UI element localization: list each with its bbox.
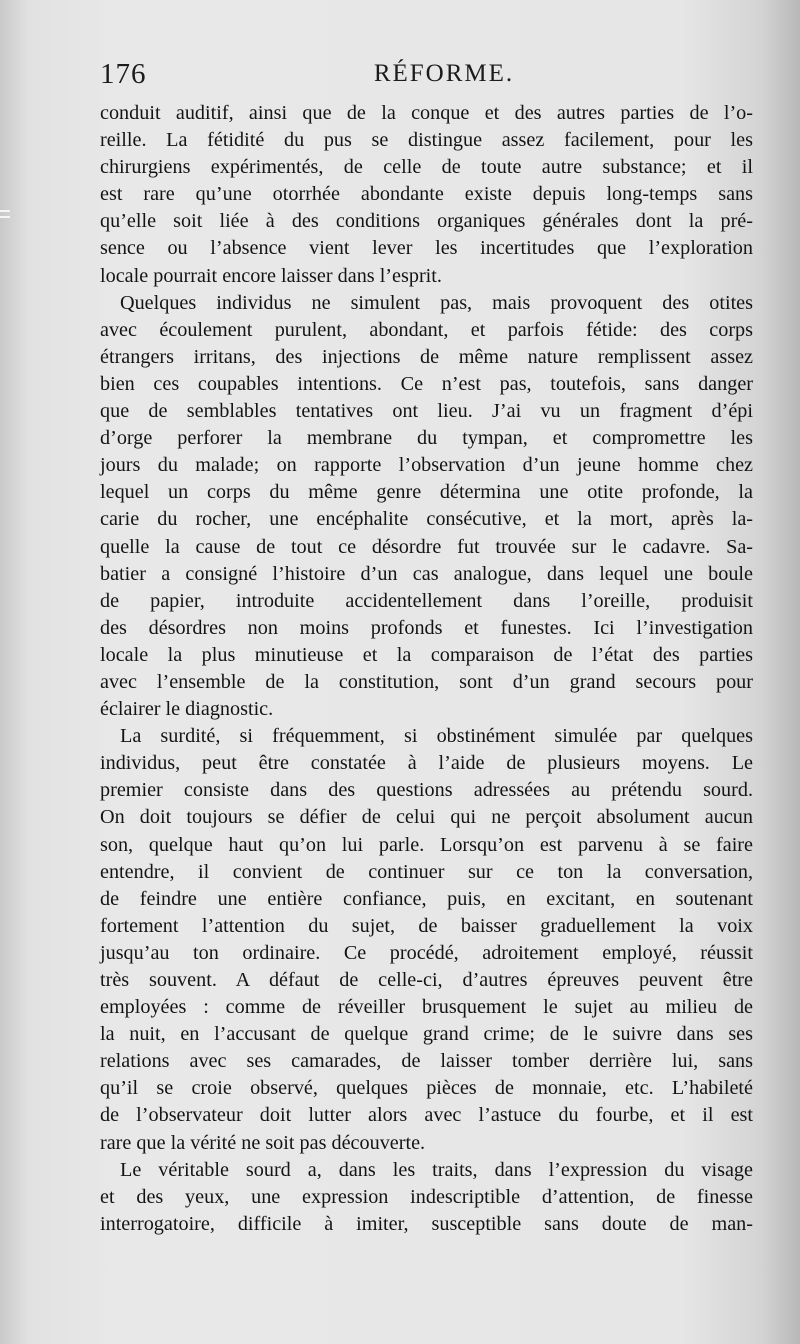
text-line: On doit toujours se défier de celui qui ne perçoit absolument aucun — [100, 806, 753, 829]
text-line: qu’elle soit liée à des conditions organiques générales dont la pré- — [100, 210, 753, 233]
text-line: de feindre une entière confiance, puis, en excitant, en soutenant — [100, 887, 753, 910]
text-line: sence ou l’absence vient lever les incertitudes que l’exploration — [100, 237, 753, 260]
text-line: Le véritable sourd a, dans les traits, dans l’expression du visage — [120, 1158, 753, 1181]
text-line: que de semblables tentatives ont lieu. J’ai vu un fragment d’épi — [100, 400, 753, 423]
text-line: conduit auditif, ainsi que de la conque et des autres parties de l’o- — [100, 102, 753, 124]
text-line: quelle la cause de tout ce désordre fut trouvée sur le cadavre. Sa- — [100, 535, 753, 558]
text-line: entendre, il convient de continuer sur ce ton la conversation, — [100, 860, 753, 883]
running-head-title: RÉFORME. — [373, 60, 515, 87]
text-line: Quelques individus ne simulent pas, mais provoquent des otites — [120, 291, 753, 314]
text-line: de l’observateur doit lutter alors avec l’astuce du fourbe, et il est — [100, 1104, 753, 1127]
text-line: interrogatoire, difficile à imiter, susceptible sans doute de man- — [100, 1212, 753, 1235]
text-line: avec l’ensemble de la constitution, sont d’un grand secours pour — [100, 670, 753, 693]
text-line: bien ces coupables intentions. Ce n’est pas, toutefois, sans danger — [100, 372, 753, 395]
text-line: et des yeux, une expression indescriptible d’attention, de finesse — [100, 1185, 753, 1208]
text-line: est rare qu’une otorrhée abondante existe depuis long-temps sans — [100, 183, 753, 206]
text-line: individus, peut être constatée à l’aide de plusieurs moyens. Le — [100, 752, 753, 775]
text-line: avec écoulement purulent, abondant, et parfois fétide: des corps — [100, 318, 753, 341]
text-line: rare que la vérité ne soit pas découverte. — [100, 1131, 426, 1154]
text-line: jours du malade; on rapporte l’observation d’un jeune homme chez — [100, 454, 753, 477]
page-edge-mark — [0, 216, 10, 218]
paragraph — [100, 723, 753, 1157]
page-edge-mark — [0, 210, 10, 212]
text-line: La surdité, si fréquemment, si obstinément simulée par quelques — [120, 725, 753, 748]
text-line: employées : comme de réveiller brusquement le sujet au milieu de — [100, 996, 753, 1019]
text-line: éclairer le diagnostic. — [100, 698, 274, 721]
text-line: premier consiste dans des questions adressées au prétendu sourd. — [100, 779, 753, 802]
text-line: étrangers irritans, des injections de même nature remplissent assez — [100, 345, 753, 368]
paragraph — [100, 1157, 753, 1238]
text-line: relations avec ses camarades, de laisser tomber derrière lui, sans — [100, 1050, 753, 1073]
text-line: jusqu’au ton ordinaire. Ce procédé, adroitement employé, réussit — [100, 941, 753, 964]
text-line: lequel un corps du même genre détermina une otite profonde, la — [100, 481, 753, 504]
page-number: 176 — [100, 58, 147, 90]
text-line: des désordres non moins profonds et funestes. Ici l’investigation — [100, 616, 753, 639]
text-line: carie du rocher, une encéphalite consécutive, et la mort, après la- — [100, 508, 753, 531]
text-line: fortement l’attention du sujet, de baisser graduellement la voix — [100, 914, 753, 937]
paragraph — [100, 290, 753, 724]
text-line: locale la plus minutieuse et la comparaison de l’état des parties — [100, 643, 753, 666]
text-line: d’orge perforer la membrane du tympan, et compromettre les — [100, 427, 753, 450]
text-line: locale pourrait encore laisser dans l’esprit. — [100, 264, 442, 287]
text-line: reille. La fétidité du pus se distingue assez facilement, pour les — [100, 129, 753, 152]
text-line: batier a consigné l’histoire d’un cas analogue, dans lequel une boule — [100, 562, 753, 585]
text-line: de papier, introduite accidentellement dans l’oreille, produisit — [100, 589, 753, 612]
running-head — [100, 58, 748, 92]
text-line: la nuit, en l’accusant de quelque grand crime; de le suivre dans ses — [100, 1023, 753, 1046]
text-line: chirurgiens expérimentés, de celle de toute autre substance; et il — [100, 156, 753, 179]
paragraph — [100, 100, 753, 290]
text-line: très souvent. A défaut de celle-ci, d’autres épreuves peuvent être — [100, 969, 753, 991]
text-line: qu’il se croie observé, quelques pièces de monnaie, etc. L’habileté — [100, 1077, 753, 1100]
text-line: son, quelque haut qu’on lui parle. Lorsqu’on est parvenu à se faire — [100, 833, 753, 856]
body-text — [100, 100, 753, 1238]
